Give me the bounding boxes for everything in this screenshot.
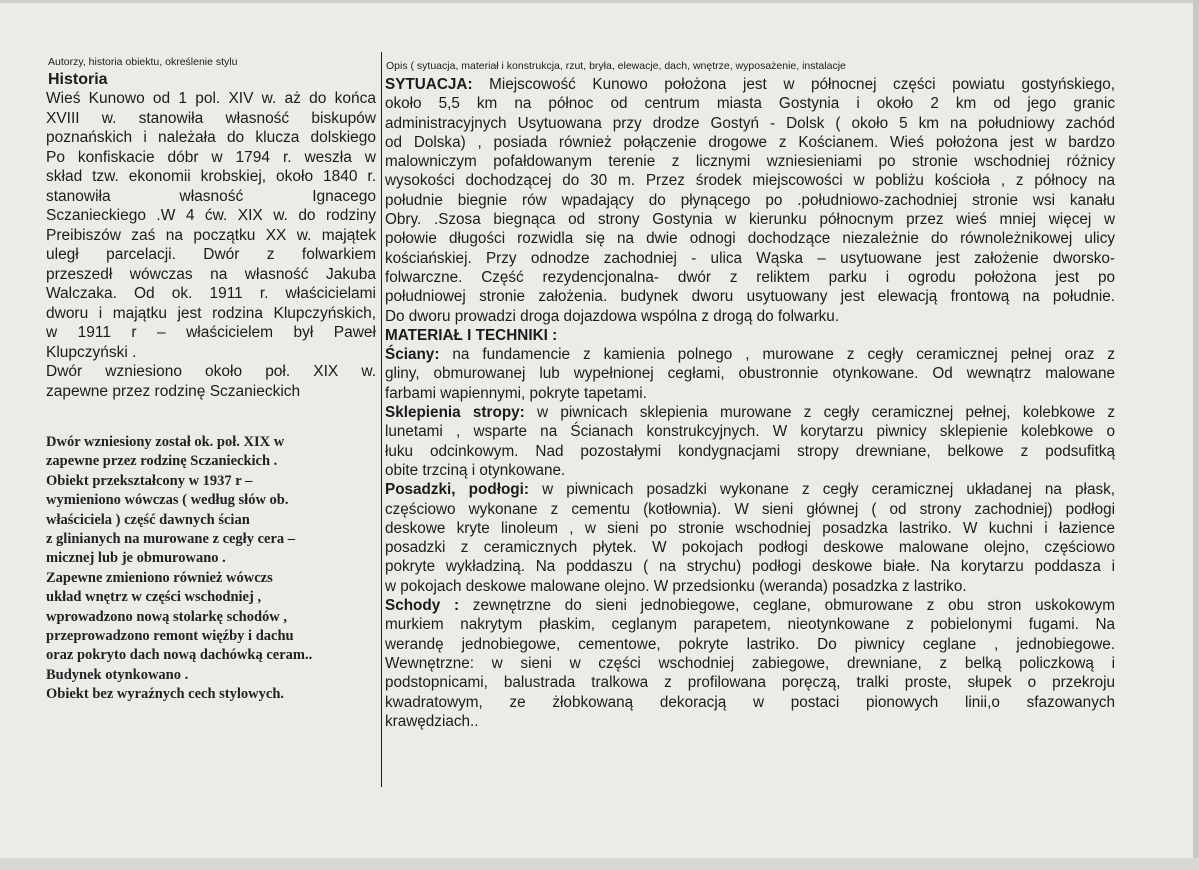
history-line: Walczaka. Od ok. 1911 r. właścicielami <box>46 285 376 302</box>
line-text: wysokości dochodzącej do 30 m. Przez środek miejscowości w pobliżu kościoła , z północy na <box>385 172 1115 190</box>
line-text: folwarczne. Część rezydencjonalna- dwór z reliktem parku i ogrodu położona jest po <box>385 268 1115 286</box>
scan-right-edge <box>1193 0 1199 870</box>
description-section-header: Opis ( sytuacja, materiał i konstrukcja, rzut, bryła, elewacje, dach, wnętrze, wyposażenie, instalacje <box>386 60 846 72</box>
column-divider <box>381 52 382 787</box>
description-line <box>385 519 1115 538</box>
description-line <box>385 171 1115 190</box>
line-text: częściowo wykonane z cementu (kotłownia). W sieni głównej ( od strony zachodniej) podłogi <box>385 500 1115 518</box>
line-text: krawędziach.. <box>385 712 479 730</box>
description-line <box>385 249 1115 268</box>
description-line <box>385 500 1115 519</box>
line-text: murkiem nakrytym płaskim, ceglanym parapetem, nieotynkowane z pobielonymi fugami. Na <box>385 616 1115 634</box>
history-line: dworu i majątku jest rodzina Klupczyńskich, <box>46 304 376 322</box>
typewritten-note <box>46 433 376 705</box>
line-text: Miejscowość Kunowo położona jest w północnej części powiatu gostyńskiego, <box>472 76 1115 93</box>
description-line <box>385 403 1115 422</box>
line-text: kwadratowym, ze żłobkowaną dekoracją w postaci pionowych linii,o sfazowanych <box>385 693 1115 711</box>
history-line: Klupczyński . <box>46 343 137 361</box>
line-text: Do dworu prowadzi droga dojazdowa wspólna z drogą do folwarku. <box>385 307 840 325</box>
line-text: w pokojach deskowe malowane olejno. W przedsionku (weranda) posadzka z lastriko. <box>385 577 967 595</box>
history-section-header: Autorzy, historia obiektu, określenie stylu <box>48 56 238 68</box>
description-line <box>385 364 1115 383</box>
typed-line: Dwór wzniesiony został ok. poł. XIX w <box>46 434 285 450</box>
description-line <box>385 133 1115 152</box>
typed-line: micznej lub je obmurowano . <box>46 550 226 567</box>
history-text <box>46 89 376 401</box>
typed-line: wprowadzono nową stolarkę schodów , <box>46 608 288 625</box>
description-line <box>385 673 1115 692</box>
description-line <box>385 268 1115 287</box>
section-heading: SYTUACJA: <box>385 76 473 93</box>
typed-line: przeprowadzono remont więźby i dachu <box>46 628 294 645</box>
description-line <box>385 75 1115 94</box>
line-text: werandę jednobiegowe, cementowe, pokryte lastriko. Do piwnicy ceglane , jednobiegowe. <box>385 635 1115 653</box>
line-text: Obry. .Szosa biegnąca od strony Gostynia w kierunku północnym przez wieś mniej więcej w <box>385 211 1115 229</box>
line-text: Wewnętrzne: w sieni w części wschodniej zabiegowe, drewniane, z belką policzkową i <box>385 654 1115 672</box>
description-line <box>385 229 1115 248</box>
description-line <box>385 287 1115 306</box>
line-text: połowie długości rozwidla się na dwie odnogi dochodzące niezależnie do równoleżnikowej ulicy <box>385 230 1115 248</box>
history-line: stanowiła własność Ignacego <box>46 187 376 205</box>
history-line: poznańskich i należała do klucza dolskiego <box>46 129 376 146</box>
description-line <box>385 538 1115 557</box>
section-heading: Sklepienia stropy: <box>385 404 525 422</box>
description-line <box>385 461 1115 480</box>
line-text: gliny, obmurowanej lub wypełnionej cegłami, obustronnie otynkowane. Od wewnątrz malowane <box>385 365 1115 383</box>
scan-top-edge <box>0 0 1199 3</box>
description-line <box>385 384 1115 403</box>
line-text: deskowe kryte linoleum , w sieni po stronie wschodniej posadzka lastriko. W kuchni i łazience <box>385 519 1115 537</box>
description-line <box>385 615 1115 634</box>
description-line <box>385 596 1115 615</box>
typed-line: Obiekt bez wyraźnych cech stylowych. <box>46 686 285 703</box>
description-line <box>385 345 1115 364</box>
section-heading: MATERIAŁ I TECHNIKI : <box>385 326 558 344</box>
typed-line: z glinianych na murowane z cegły cera – <box>46 531 296 548</box>
history-line: Dwór wzniesiono około poł. XIX w. <box>46 363 376 380</box>
line-text: obite trzciną i otynkowane. <box>385 461 566 479</box>
description-line <box>385 442 1115 461</box>
line-text: na fundamencie z kamienia polnego , murowane z cegły ceramicznej pełnej oraz z <box>439 346 1115 364</box>
scan-bottom-edge <box>0 858 1199 870</box>
history-line: Wieś Kunowo od 1 pol. XIV w. aż do końca <box>46 90 376 107</box>
typed-line: wymieniono wówczas ( według słów ob. <box>46 492 289 509</box>
history-column <box>46 56 376 401</box>
description-column <box>385 60 1115 731</box>
description-line <box>385 210 1115 229</box>
description-line <box>385 654 1115 673</box>
description-text <box>385 75 1115 731</box>
description-line <box>385 635 1115 654</box>
history-line: Po konfiskacie dóbr w 1794 r. weszła w <box>46 148 376 166</box>
description-line <box>385 191 1115 210</box>
typed-line: Obiekt przekształcony w 1937 r – <box>46 472 253 489</box>
line-text: południe biegnie rów wpadający do płynącego po .południowo-zachodniej stronie wsi kanału <box>385 191 1115 209</box>
line-text: łuku odcinkowym. Nad pozostałymi kondygnacjami stropy drewniane, belkowe z podsufitką <box>385 442 1115 460</box>
history-line: zapewne przez rodzinę Sczanieckich <box>46 382 301 400</box>
section-heading: Posadzki, podłogi: <box>385 481 529 499</box>
line-text: malowniczym pofałdowanym terenie z licznymi wzniesieniami po stronie wschodniej różnicy <box>385 153 1115 171</box>
history-line: XVIII w. stanowiła własność biskupów <box>46 109 376 127</box>
history-line: skład tzw. ekonomii krobskiej, około 1840 r. <box>46 168 376 185</box>
description-line <box>385 480 1115 499</box>
typed-line: zapewne przez rodzinę Sczanieckich . <box>46 453 278 470</box>
line-text: pokryte wykładziną. Na poddaszu ( na strychu) podłogi deskowe białe. Na korytarzu poddasza i <box>385 558 1115 576</box>
history-title: Historia <box>48 71 108 88</box>
description-line <box>385 557 1115 576</box>
line-text: zewnętrzne do sieni jednobiegowe, ceglane, obmurowane z obu stron uskokowym <box>459 597 1116 615</box>
typed-line: oraz pokryto dach nową dachówką ceram.. <box>46 647 313 664</box>
line-text: w piwnicach posadzki wykonane z cegły ceramicznej układanej na płask, <box>529 481 1116 499</box>
description-line <box>385 326 1115 345</box>
section-heading: Ściany: <box>385 346 440 364</box>
line-text: od Dolska) , posiada również połączenie drogowe z Kościanem. Wieś położona jest w bardzo <box>385 133 1115 151</box>
line-text: w piwnicach sklepienia murowane z cegły ceramicznej pełnej, kolebkowe z <box>524 404 1116 422</box>
description-line <box>385 712 1115 731</box>
typed-line: właściciela ) część dawnych ścian <box>46 511 250 528</box>
line-text: posadzki z ceramicznych płytek. W pokojach podłogi deskowe malowane olejno, częściowo <box>385 539 1115 557</box>
line-text: kościańskiej. Przy odnodze zachodniej - ulica Wąska – usytuowane jest założenie dworsko- <box>385 249 1115 267</box>
line-text: około 5,5 km na północ od centrum miasta Gostynia i około 2 km od jego granic <box>385 95 1115 113</box>
history-line: uległ parcelacji. Dwór z folwarkiem <box>46 246 376 263</box>
description-line <box>385 422 1115 441</box>
description-line <box>385 94 1115 113</box>
description-line <box>385 152 1115 171</box>
line-text: administracyjnych Usytuowana przy drodze Gostyń - Dolsk ( około 5 km na południowy zachód <box>385 114 1115 132</box>
line-text: południowej stronie założenia. budynek dworu usytuowany jest elewacją frontową na południe. <box>385 288 1115 306</box>
line-text: farbami wapiennymi, pokryte tapetami. <box>385 384 647 402</box>
typed-line: układ wnętrz w części wschodniej , <box>46 589 262 606</box>
description-line <box>385 307 1115 326</box>
history-line: Sczanieckiego .W 4 ćw. XIX w. do rodziny <box>46 207 376 224</box>
description-line <box>385 114 1115 133</box>
section-heading: Schody : <box>385 597 460 615</box>
description-line <box>385 577 1115 596</box>
history-line: Preibiszów zaś na początku XX w. majątek <box>46 226 376 244</box>
line-text: lunetami , wsparte na Ścianach konstrukcyjnych. W korytarzu piwnicy sklepienie kolebkowe o <box>385 423 1115 441</box>
line-text: podstopnicami, balustrada tralkowa z profilowana poręczą, tralki proste, słupek o przekroju <box>385 674 1115 692</box>
history-line: przeszedł wówczas na własność Jakuba <box>46 265 376 283</box>
description-line <box>385 693 1115 712</box>
typed-line: Zapewne zmieniono również wówczs <box>46 569 273 586</box>
typed-line: Budynek otynkowano . <box>46 666 189 683</box>
history-line: w 1911 r – właścicielem był Paweł <box>46 324 376 341</box>
